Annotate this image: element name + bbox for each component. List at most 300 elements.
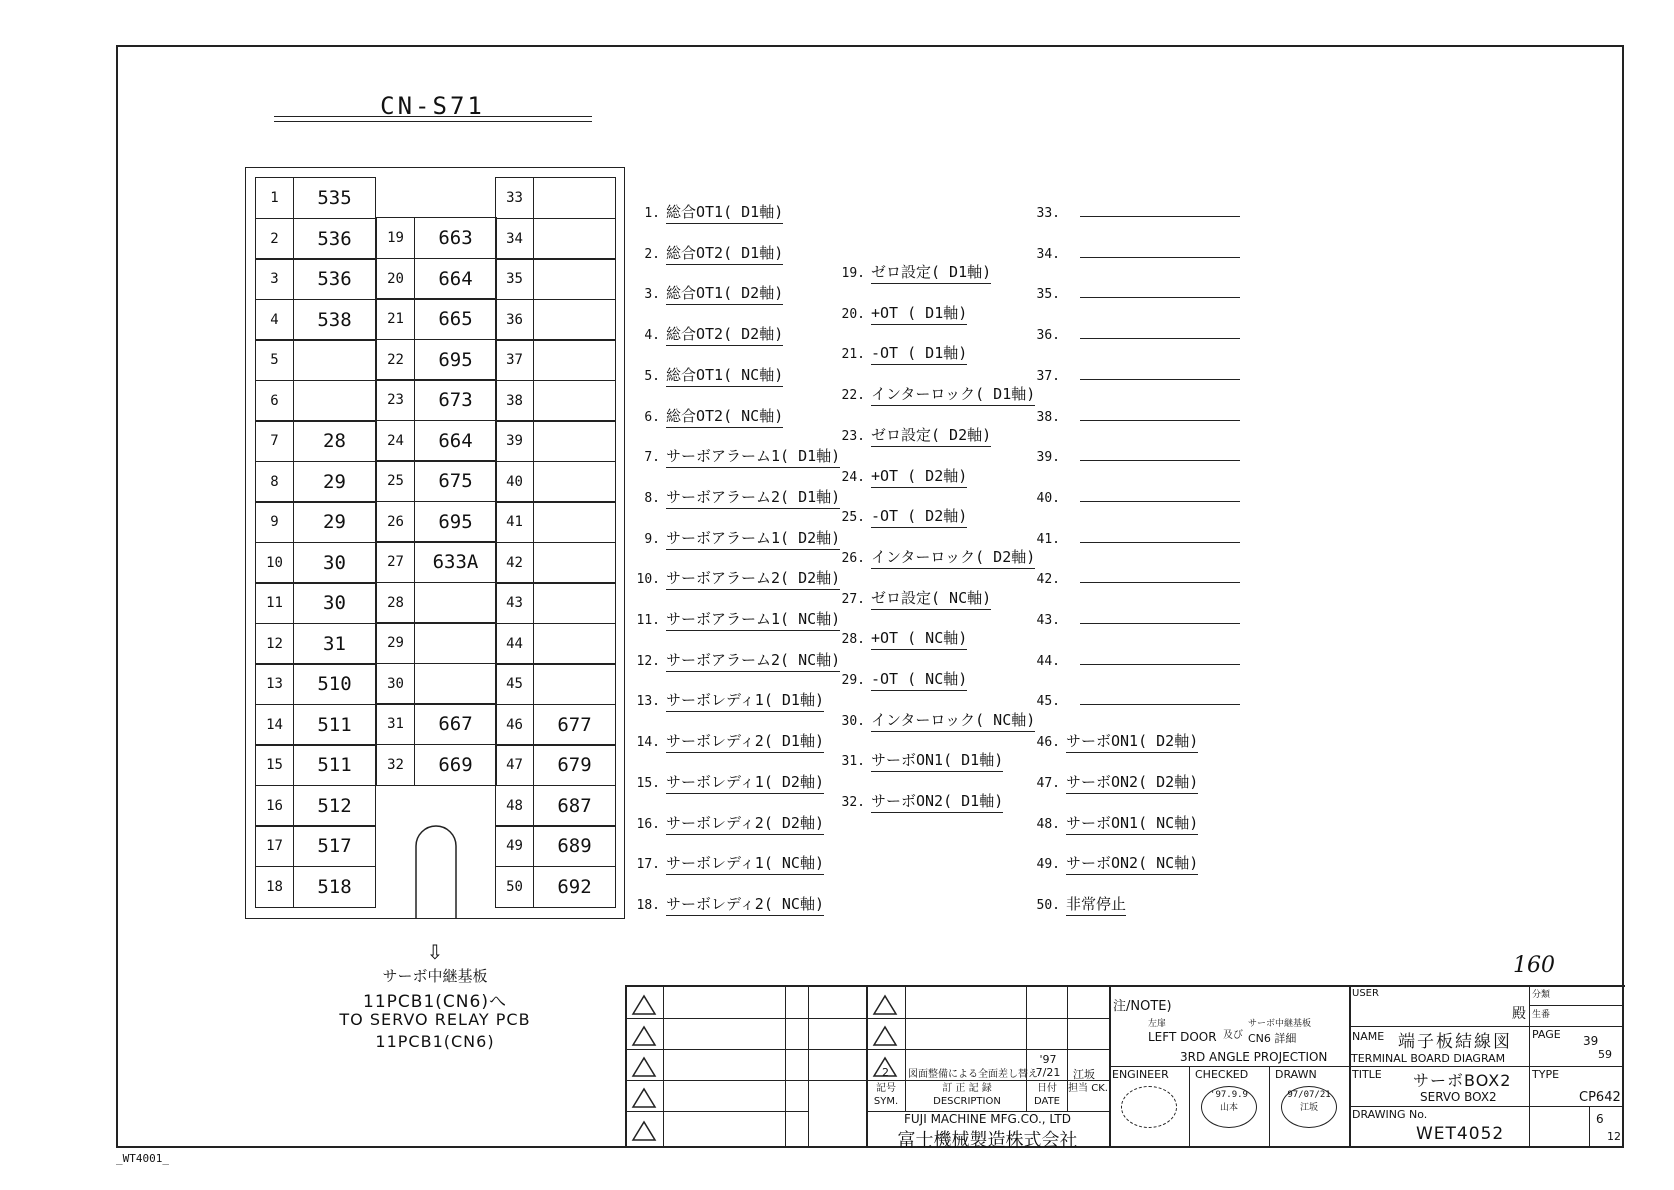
wire-number: 675 bbox=[438, 470, 473, 492]
signal-number: 30. bbox=[841, 713, 865, 729]
pin-number: 14 bbox=[256, 705, 294, 745]
pin-cell bbox=[495, 461, 616, 503]
pin-number: 50 bbox=[496, 867, 534, 907]
signal-name: サーボアラーム1( NC軸) bbox=[666, 608, 840, 631]
signal-name: サーボON2( D1軸) bbox=[871, 790, 1003, 813]
pin-number: 31 bbox=[377, 704, 415, 744]
signal-name: サーボアラーム2( NC軸) bbox=[666, 649, 840, 672]
signal-name: サーボレディ2( D1軸) bbox=[666, 730, 824, 753]
signal-number: 41. bbox=[1036, 531, 1060, 547]
title-label: TITLE bbox=[1352, 1068, 1382, 1081]
signal-entry bbox=[1030, 527, 1240, 547]
signal-number: 50. bbox=[1036, 897, 1060, 913]
drawn-stamp: 97/07/21 江坂 bbox=[1281, 1086, 1337, 1128]
checked-stamp: '97.9.9 山本 bbox=[1201, 1086, 1257, 1128]
signal-entry bbox=[835, 424, 991, 447]
wire-number: 538 bbox=[317, 308, 352, 331]
signal-entry bbox=[835, 302, 967, 325]
signal-entry bbox=[1030, 405, 1240, 425]
wire-number: 518 bbox=[317, 875, 352, 898]
signal-number: 14. bbox=[636, 735, 660, 751]
pin-number: 3 bbox=[256, 259, 294, 299]
signal-number: 26. bbox=[841, 550, 865, 566]
signal-entry bbox=[630, 364, 783, 387]
signal-entry bbox=[835, 709, 1035, 732]
pin-number: 35 bbox=[496, 259, 534, 299]
wire-number: 29 bbox=[323, 470, 346, 493]
title-underline bbox=[274, 116, 592, 117]
signal-entry bbox=[630, 242, 783, 265]
signal-name: サーボレディ2( D2軸) bbox=[666, 812, 824, 835]
pin-number: 27 bbox=[377, 542, 415, 582]
signal-name: サーボON1( NC軸) bbox=[1066, 812, 1198, 835]
wire-number: 689 bbox=[557, 835, 592, 857]
pin-number: 4 bbox=[256, 300, 294, 340]
pin-number: 48 bbox=[496, 786, 534, 826]
signal-number: 23. bbox=[841, 428, 865, 444]
pin-number: 39 bbox=[496, 421, 534, 461]
pin-cell bbox=[495, 663, 616, 705]
signal-entry bbox=[630, 567, 840, 590]
pin-number: 1 bbox=[256, 178, 294, 218]
pin-number: 34 bbox=[496, 219, 534, 259]
pin-number: 7 bbox=[256, 421, 294, 461]
pin-number: 36 bbox=[496, 300, 534, 340]
signal-number: 25. bbox=[841, 510, 865, 526]
projection: 3RD ANGLE PROJECTION bbox=[1180, 1050, 1328, 1064]
signal-name bbox=[1080, 242, 1240, 258]
pin-cell bbox=[255, 785, 376, 827]
pin-cell bbox=[255, 299, 376, 341]
signal-name: 総合OT2( D2軸) bbox=[666, 323, 783, 346]
signal-entry bbox=[630, 527, 840, 550]
signal-number: 10. bbox=[636, 572, 660, 588]
signal-name: 総合OT2( D1軸) bbox=[666, 242, 783, 265]
signal-name bbox=[1080, 323, 1240, 339]
signal-entry bbox=[1030, 445, 1240, 465]
pin-number: 28 bbox=[377, 583, 415, 623]
pin-number: 29 bbox=[377, 623, 415, 663]
drawing-no: WET4052 bbox=[1416, 1124, 1505, 1144]
signal-name bbox=[1080, 527, 1240, 543]
signal-entry bbox=[630, 445, 840, 468]
signal-name: 総合OT2( NC軸) bbox=[666, 405, 783, 428]
signal-name bbox=[1080, 364, 1240, 380]
pin-number: 41 bbox=[496, 502, 534, 542]
revision-date: '97 7/21 bbox=[1035, 1053, 1061, 1079]
signal-number: 43. bbox=[1036, 613, 1060, 628]
engineer-label: ENGINEER bbox=[1112, 1068, 1169, 1081]
pin-number: 22 bbox=[377, 340, 415, 380]
signal-entry bbox=[630, 201, 783, 224]
signal-entry bbox=[1030, 201, 1240, 221]
destination-en: TO SERVO RELAY PCB bbox=[339, 1010, 531, 1029]
pin-number: 17 bbox=[256, 826, 294, 866]
destination-pcb: 11PCB1(CN6)へ bbox=[363, 992, 507, 1012]
note-cn6: CN6 詳細 bbox=[1248, 1032, 1297, 1045]
wire-number: 511 bbox=[317, 713, 352, 736]
seiban-label: 生番 bbox=[1532, 1010, 1551, 1020]
signal-number: 42. bbox=[1036, 572, 1060, 588]
signal-number: 6. bbox=[644, 409, 660, 425]
signal-entry bbox=[1030, 649, 1240, 669]
signal-number: 20. bbox=[841, 306, 865, 322]
pin-number: 6 bbox=[256, 381, 294, 421]
signal-number: 18. bbox=[636, 897, 660, 913]
signal-number: 16. bbox=[636, 816, 660, 832]
wire-number: 536 bbox=[317, 268, 352, 290]
signal-entry bbox=[835, 627, 967, 650]
wire-number: 695 bbox=[438, 510, 473, 533]
company-en: FUJI MACHINE MFG.CO., LTD bbox=[904, 1112, 1071, 1126]
signal-number: 38. bbox=[1036, 409, 1060, 425]
page-label: PAGE bbox=[1532, 1028, 1561, 1041]
signal-name bbox=[1080, 445, 1240, 461]
signal-name: 総合OT1( NC軸) bbox=[666, 364, 783, 387]
signal-name: -OT ( NC軸) bbox=[871, 668, 967, 691]
pin-number: 12 bbox=[256, 624, 294, 664]
wire-number: 692 bbox=[557, 875, 592, 898]
signal-number: 31. bbox=[841, 754, 865, 770]
middle-pin-column bbox=[376, 217, 497, 807]
pin-number: 21 bbox=[377, 299, 415, 339]
signal-number: 37. bbox=[1036, 368, 1060, 384]
signal-entry bbox=[835, 790, 1003, 813]
signal-name bbox=[1080, 201, 1240, 217]
pin-number: 37 bbox=[496, 340, 534, 380]
signal-name bbox=[1080, 608, 1240, 624]
pin-cell bbox=[376, 501, 497, 543]
pin-cell bbox=[255, 177, 376, 219]
wire-number: 29 bbox=[323, 511, 346, 533]
signal-number: 35. bbox=[1036, 287, 1060, 303]
signal-name: サーボON2( D2軸) bbox=[1066, 771, 1198, 794]
signal-number: 9. bbox=[644, 531, 660, 547]
pin-cell bbox=[495, 704, 616, 746]
pin-cell bbox=[255, 663, 376, 705]
signal-name bbox=[1080, 649, 1240, 665]
note-left-door: LEFT DOOR bbox=[1148, 1030, 1217, 1044]
signal-entry bbox=[1030, 608, 1240, 628]
title-en: SERVO BOX2 bbox=[1420, 1090, 1497, 1104]
page-total: 59 bbox=[1598, 1048, 1612, 1061]
signal-name: サーボアラーム2( D1軸) bbox=[666, 486, 840, 509]
name-en: TERMINAL BOARD DIAGRAM bbox=[1351, 1052, 1506, 1065]
pin-cell bbox=[255, 420, 376, 462]
sheet-total: 12 bbox=[1607, 1130, 1621, 1143]
signal-number: 44. bbox=[1036, 653, 1060, 669]
wire-number: 673 bbox=[438, 389, 473, 411]
pin-number: 43 bbox=[496, 583, 534, 623]
signal-number: 12. bbox=[636, 653, 660, 669]
signal-entry bbox=[630, 486, 840, 509]
signal-name: 非常停止 bbox=[1066, 893, 1126, 916]
signal-number: 36. bbox=[1036, 328, 1060, 344]
pin-number: 20 bbox=[377, 259, 415, 299]
pin-cell bbox=[495, 623, 616, 665]
right-pin-column bbox=[495, 177, 616, 907]
connector-key-notch bbox=[376, 806, 496, 920]
signal-entry bbox=[835, 342, 967, 365]
pin-number: 40 bbox=[496, 462, 534, 502]
signal-name: +OT ( NC軸) bbox=[871, 627, 967, 650]
revision-desc: 図面整備による全面差し替え bbox=[908, 1069, 1038, 1080]
pin-cell bbox=[255, 704, 376, 746]
footer-code: _WT4001_ bbox=[116, 1152, 169, 1165]
signal-number: 24. bbox=[841, 469, 865, 485]
signal-number: 13. bbox=[636, 694, 660, 710]
signal-name: サーボON1( D1軸) bbox=[871, 749, 1003, 772]
note-and: 及び bbox=[1223, 1030, 1243, 1041]
signal-number: 4. bbox=[644, 328, 660, 344]
pin-cell bbox=[495, 339, 616, 381]
signal-name: ゼロ設定( D1軸) bbox=[871, 261, 991, 284]
pin-number: 45 bbox=[496, 664, 534, 704]
revision-mark: 2 bbox=[882, 1066, 889, 1079]
signal-number: 45. bbox=[1036, 694, 1060, 710]
user-suffix: 殿 bbox=[1512, 1006, 1526, 1022]
company-jp: 富士機械製造株式会社 bbox=[897, 1130, 1078, 1151]
pin-cell bbox=[376, 379, 497, 421]
signal-name: インターロック( D2軸) bbox=[871, 546, 1035, 569]
signal-number: 8. bbox=[644, 490, 660, 506]
signal-entry bbox=[1030, 852, 1198, 875]
pin-cell bbox=[376, 541, 497, 583]
pin-number: 11 bbox=[256, 583, 294, 623]
signal-name: 総合OT1( D2軸) bbox=[666, 282, 783, 305]
pin-number: 49 bbox=[496, 826, 534, 866]
pin-cell bbox=[255, 582, 376, 624]
wire-number: 510 bbox=[317, 673, 352, 695]
signal-entry bbox=[835, 668, 967, 691]
pin-cell bbox=[255, 501, 376, 543]
signal-number: 7. bbox=[644, 450, 660, 466]
signal-entry bbox=[630, 730, 824, 753]
wire-number: 633A bbox=[432, 551, 479, 573]
name-label: NAME bbox=[1352, 1030, 1385, 1043]
pin-number: 13 bbox=[256, 664, 294, 704]
signal-name bbox=[1080, 282, 1240, 298]
pin-cell bbox=[495, 380, 616, 422]
pin-number: 38 bbox=[496, 381, 534, 421]
pin-number: 5 bbox=[256, 340, 294, 380]
signal-entry bbox=[630, 812, 824, 835]
wire-number: 665 bbox=[438, 308, 473, 330]
signal-number: 11. bbox=[636, 613, 660, 628]
signal-entry bbox=[835, 383, 1035, 406]
signal-entry bbox=[835, 505, 967, 528]
signal-entry bbox=[835, 546, 1035, 569]
destination-jp: サーボ中継基板 bbox=[382, 967, 488, 985]
pin-cell bbox=[376, 663, 497, 705]
signal-name: サーボアラーム1( D2軸) bbox=[666, 527, 840, 550]
type-value: CP642 bbox=[1579, 1090, 1621, 1105]
pin-number: 2 bbox=[256, 219, 294, 259]
signal-number: 40. bbox=[1036, 490, 1060, 506]
signal-number: 22. bbox=[841, 388, 865, 404]
wire-number: 663 bbox=[438, 227, 473, 249]
engineer-stamp bbox=[1121, 1086, 1177, 1128]
signal-entry bbox=[630, 405, 783, 428]
wire-number: 667 bbox=[438, 713, 473, 735]
signal-name: サーボアラーム2( D2軸) bbox=[666, 567, 840, 590]
pin-number: 25 bbox=[377, 461, 415, 501]
pin-cell bbox=[495, 542, 616, 584]
signal-name: サーボON2( NC軸) bbox=[1066, 852, 1198, 875]
connector-title: CN-S71 bbox=[380, 92, 485, 120]
signal-number: 34. bbox=[1036, 246, 1060, 262]
signal-entry bbox=[630, 282, 783, 305]
destination-pcb-en: 11PCB1(CN6) bbox=[375, 1032, 495, 1051]
pin-cell bbox=[376, 703, 497, 745]
signal-name bbox=[1080, 567, 1240, 583]
pin-cell bbox=[376, 420, 497, 462]
revision-triangles bbox=[630, 990, 660, 1145]
signal-number: 46. bbox=[1036, 735, 1060, 751]
pin-number: 23 bbox=[377, 380, 415, 420]
pin-cell bbox=[255, 218, 376, 260]
signal-name: 総合OT1( D1軸) bbox=[666, 201, 783, 224]
pin-cell bbox=[495, 744, 616, 786]
wire-number: 679 bbox=[557, 754, 592, 776]
signal-entry bbox=[1030, 323, 1240, 343]
title-underline bbox=[274, 121, 592, 122]
signal-name: インターロック( NC軸) bbox=[871, 709, 1035, 732]
signal-entry bbox=[630, 689, 824, 712]
wire-number: 695 bbox=[438, 348, 473, 371]
signal-entry bbox=[630, 893, 824, 916]
signal-entry bbox=[630, 649, 840, 672]
pin-number: 47 bbox=[496, 745, 534, 785]
wire-number: 536 bbox=[317, 227, 352, 250]
pin-number: 32 bbox=[377, 745, 415, 785]
pin-cell bbox=[376, 744, 497, 786]
signal-number: 47. bbox=[1036, 775, 1060, 791]
pin-cell bbox=[255, 380, 376, 422]
pin-cell bbox=[255, 825, 376, 867]
pin-cell bbox=[255, 461, 376, 503]
signal-name: サーボアラーム1( D1軸) bbox=[666, 445, 840, 468]
header-date: 日付 DATE bbox=[1033, 1083, 1060, 1107]
pin-cell bbox=[495, 825, 616, 867]
signal-number: 27. bbox=[841, 591, 865, 607]
signal-number: 1. bbox=[644, 206, 660, 221]
pin-cell bbox=[376, 217, 497, 259]
signal-name: サーボON1( D2軸) bbox=[1066, 730, 1198, 753]
name-jp: 端子板結線図 bbox=[1398, 1032, 1512, 1052]
wire-number: 687 bbox=[557, 794, 592, 817]
signal-number: 5. bbox=[644, 368, 660, 384]
pin-cell bbox=[495, 785, 616, 827]
pin-cell bbox=[376, 622, 497, 664]
signal-name: -OT ( D1軸) bbox=[871, 342, 967, 365]
signal-entry bbox=[630, 771, 824, 794]
signal-entry bbox=[835, 587, 991, 610]
pin-number: 46 bbox=[496, 705, 534, 745]
pin-cell bbox=[495, 177, 616, 219]
signal-name bbox=[1080, 486, 1240, 502]
pin-cell bbox=[255, 744, 376, 786]
pin-cell bbox=[495, 501, 616, 543]
handwritten-sheet-number: 160 bbox=[1513, 953, 1555, 978]
pin-cell bbox=[255, 258, 376, 300]
pin-number: 18 bbox=[256, 867, 294, 907]
checked-label: CHECKED bbox=[1195, 1068, 1249, 1081]
header-desc: 訂 正 記 録 DESCRIPTION bbox=[933, 1083, 1001, 1107]
wire-number: 511 bbox=[317, 754, 352, 776]
wire-number: 664 bbox=[438, 267, 473, 290]
note-left-door-jp: 左扉 bbox=[1148, 1019, 1167, 1029]
signal-entry bbox=[630, 608, 840, 631]
signal-name: サーボレディ1( D1軸) bbox=[666, 689, 824, 712]
wire-number: 669 bbox=[438, 753, 473, 776]
signal-number: 19. bbox=[841, 266, 865, 281]
drawing-no-label: DRAWING No. bbox=[1352, 1108, 1428, 1121]
signal-number: 33. bbox=[1036, 206, 1060, 221]
signal-entry bbox=[1030, 689, 1240, 709]
header-sym: 記号 SYM. bbox=[873, 1083, 899, 1107]
wire-number: 517 bbox=[317, 835, 352, 857]
signal-name: インターロック( D1軸) bbox=[871, 383, 1035, 406]
signal-entry bbox=[630, 852, 824, 875]
pin-number: 26 bbox=[377, 502, 415, 542]
signal-entry bbox=[835, 749, 1003, 772]
signal-number: 28. bbox=[841, 632, 865, 648]
wire-number: 28 bbox=[323, 430, 346, 452]
signal-entry bbox=[835, 465, 967, 488]
signal-name: +OT ( D2軸) bbox=[871, 465, 967, 488]
pin-cell bbox=[376, 339, 497, 381]
page-number: 39 bbox=[1583, 1034, 1599, 1048]
drawn-label: DRAWN bbox=[1275, 1068, 1317, 1081]
pin-number: 24 bbox=[377, 421, 415, 461]
signal-entry bbox=[1030, 486, 1240, 506]
signal-entry bbox=[835, 261, 991, 284]
signal-name: -OT ( D2軸) bbox=[871, 505, 967, 528]
pin-number: 10 bbox=[256, 543, 294, 583]
pin-number: 19 bbox=[377, 218, 415, 258]
pin-cell bbox=[495, 218, 616, 260]
signal-entry bbox=[1030, 364, 1240, 384]
signal-number: 15. bbox=[636, 775, 660, 791]
signal-entry bbox=[1030, 893, 1126, 916]
header-ck: 担当 CK. bbox=[1068, 1083, 1108, 1094]
left-pin-column bbox=[255, 177, 376, 907]
arrow-down-icon: ⇩ bbox=[426, 940, 444, 964]
pin-cell bbox=[376, 298, 497, 340]
signal-name: サーボレディ1( D2軸) bbox=[666, 771, 824, 794]
pin-number: 8 bbox=[256, 462, 294, 502]
signal-number: 17. bbox=[636, 857, 660, 873]
pin-cell bbox=[255, 542, 376, 584]
signal-number: 2. bbox=[644, 246, 660, 262]
wire-number: 31 bbox=[323, 632, 346, 655]
signal-number: 3. bbox=[644, 287, 660, 303]
note-relay-jp: サーボ中継基板 bbox=[1248, 1019, 1312, 1029]
signal-name: +OT ( D1軸) bbox=[871, 302, 967, 325]
pin-cell bbox=[255, 866, 376, 908]
title-jp: サーボBOX2 bbox=[1413, 1071, 1512, 1090]
pin-cell bbox=[255, 623, 376, 665]
signal-number: 32. bbox=[841, 795, 865, 811]
revision-ck: 江坂 bbox=[1073, 1068, 1095, 1081]
signal-entry bbox=[1030, 812, 1198, 835]
wire-number: 512 bbox=[317, 794, 352, 817]
pin-cell bbox=[376, 460, 497, 502]
pin-number: 9 bbox=[256, 502, 294, 542]
signal-entry bbox=[1030, 282, 1240, 302]
signal-entry bbox=[1030, 242, 1240, 262]
